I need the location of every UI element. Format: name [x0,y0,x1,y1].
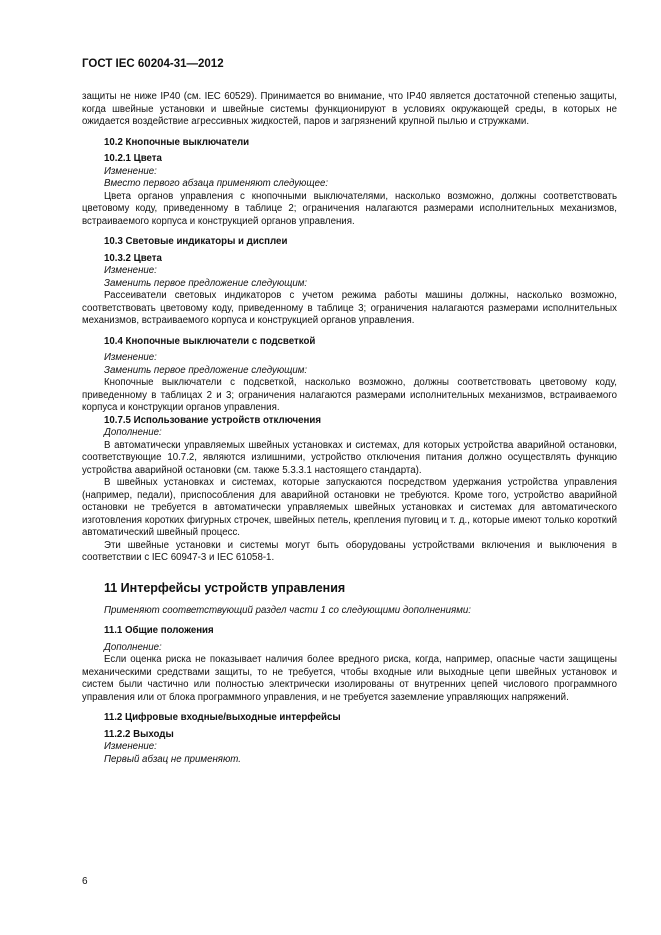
amendment-note: Заменить первое предложение следующим: [104,364,308,376]
subsection-heading-11-2-2: 11.2.2 Выходы [104,728,174,740]
amendment-note: Изменение: [104,165,157,177]
subsection-heading-10-7-5: 10.7.5 Использование устройств отключения [104,414,321,426]
amendment-note: Вместо первого абзаца применяют следующее: [104,178,329,189]
paragraph: защиты не ниже IP40 (см. IEC 60529). Принимается во внимание, что IP40 является достаточной степенью защиты, когда швейные установки и швейные системы функционируют в условиях окружающей среды, в которых не ожидается воздействие агрессивных жидкостей, паров и загрязнений крупной пылью и стружками. [82,91,617,127]
paragraph: Кнопочные выключатели с подсветкой, насколько возможно, должны соответствовать цветовому коду, приведенному в таблицах 2 и 3; ограничения налагаются размерами исполнительных механизмов, встраиваемого корпуса и конструкции органов управления. [82,377,617,413]
amendment-note: Изменение: [104,265,157,276]
paragraph: Рассеиватели световых индикаторов с учетом режима работы машины должны, насколько возможно, соответствовать цветовому коду, приведенному в таблице 3; ограничения налагаются размерами исполнительных механизмов, встраиваемого корпуса и конструкцией органов управления. [82,290,617,326]
paragraph: Эти швейные установки и системы могут быть оборудованы устройствами включения и выключения в соответствии с IEC 60947-3 и IEC 61058-1. [82,539,617,563]
section-heading-11-2: 11.2 Цифровые входные/выходные интерфейсы [104,712,341,723]
amendment-note: Применяют соответствующий раздел части 1 со следующими дополнениями: [104,604,471,616]
section-heading-10-4: 10.4 Кнопочные выключатели с подсветкой [104,335,316,347]
amendment-note: Дополнение: [104,641,162,653]
amendment-note: Изменение: [104,352,157,363]
paragraph: Цвета органов управления с кнопочными выключателями, насколько возможно, должны соответствовать цветовому коду, приведенному в таблице 2; ограничения налагаются размерами исполнительных механизмов, встраиваемого корпуса и конструкцией органов управления. [82,190,617,227]
amendment-note: Изменение: [104,741,157,752]
document-header: ГОСТ IEC 60204-31—2012 [82,58,224,70]
section-heading-10-3: 10.3 Световые индикаторы и дисплеи [104,236,288,247]
amendment-note: Дополнение: [104,427,162,438]
paragraph: В автоматически управляемых швейных установках и системах, для которых устройства аварийной остановки, соответствующие 10.7.2, являются излишними, устройство отключения питания должно осуществлять функцию устройства аварийной остановки (см. также 5.3.3.1 настоящего стандарта). [82,439,617,476]
section-heading-11: 11 Интерфейсы устройств управления [104,580,346,595]
page-number: 6 [82,876,88,887]
section-heading-11-1: 11.1 Общие положения [104,625,214,636]
amendment-note: Первый абзац не применяют. [104,753,241,765]
amendment-note: Заменить первое предложение следующим: [104,277,308,289]
section-heading-10-2: 10.2 Кнопочные выключатели [104,136,250,148]
subsection-heading-10-2-1: 10.2.1 Цвета [104,153,162,164]
document-body [82,91,617,766]
paragraph: В швейных установках и системах, которые запускаются посредством удержания устройства управления (например, педали), приспособления для аварийной остановки не требуются. Кроме того, устройство аварийной остановки не требуется в автоматически управляемых швейных установках и системах для автоматического изготовления коротких фигурных строчек, швейных петель, крепления пуговиц и т. д., которые имеют только короткий автоматический швейный процесс. [82,477,617,538]
paragraph: Если оценка риска не показывает наличия более вредного риска, когда, например, опасные части защищены механическими средствами защиты, то не требуется, чтобы входные или выходные цепи швейных установок и систем были частично или полностью электрически изолированы от внутренних цепей числового программного управления или от блока программного управления, и не требуется заземление управляющих напряжений. [82,654,617,703]
subsection-heading-10-3-2: 10.3.2 Цвета [104,252,162,264]
